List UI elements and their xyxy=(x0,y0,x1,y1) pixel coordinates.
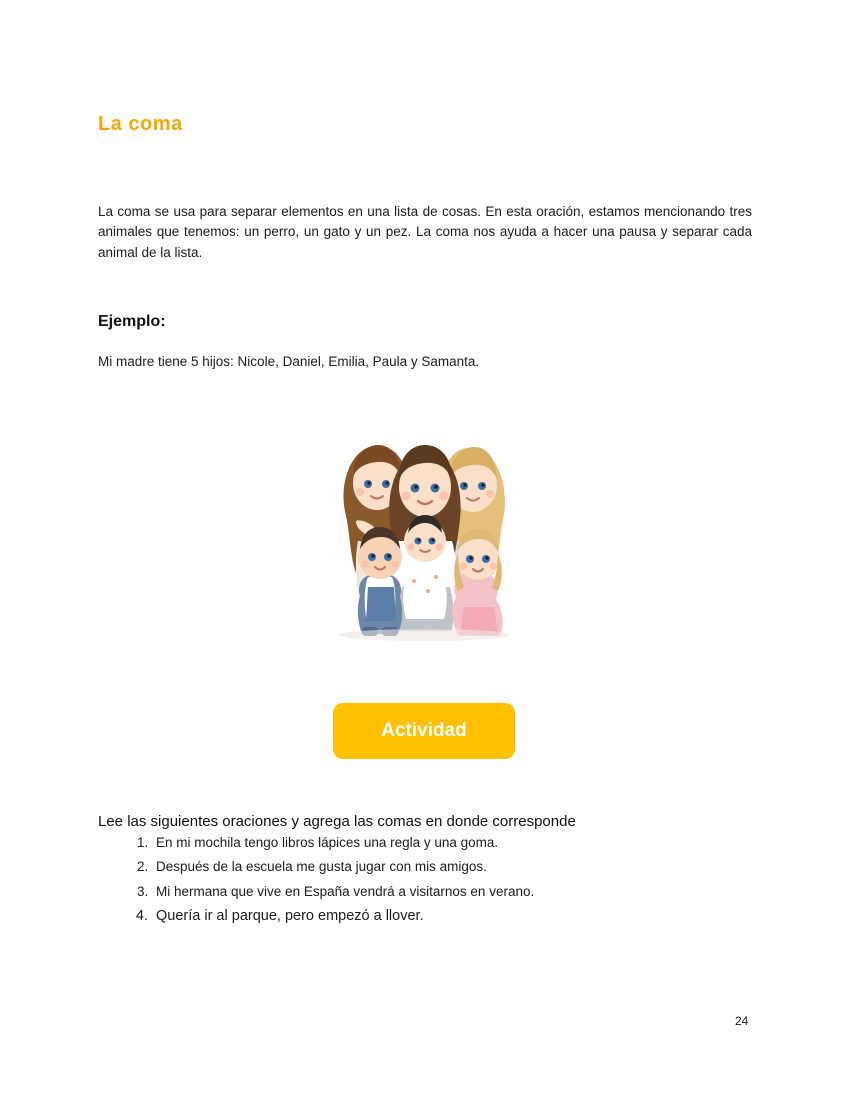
list-item: 2. Después de la escuela me gusta jugar con mis amigos. xyxy=(152,856,792,877)
list-item: 3. Mi hermana que vive en España vendrá a visitarnos en verano. xyxy=(152,881,792,902)
example-sentence: Mi madre tiene 5 hijos: Nicole, Daniel, Emilia, Paula y Samanta. xyxy=(98,353,480,369)
intro-paragraph: La coma se usa para separar elementos en una lista de cosas. En esta oración, estamos mencionando tres animales que tenemos: un perro, un gato y un pez. La coma nos ayuda a hacer una pausa y separar cada animal de la lista. xyxy=(98,203,752,261)
family-illustration-icon xyxy=(298,391,551,644)
page-number: 24 xyxy=(735,1014,749,1028)
page-title: La coma xyxy=(98,113,183,136)
activity-instruction: Lee las siguientes oraciones y agrega las comas en donde corresponde xyxy=(98,813,576,830)
list-item: 4. Quería ir al parque, pero empezó a llover. xyxy=(152,905,792,928)
list-item: 1. En mi mochila tengo libros lápices una regla y una goma. xyxy=(152,832,792,853)
family-illustration xyxy=(298,391,551,644)
actividad-button[interactable]: Actividad xyxy=(333,703,515,759)
example-heading: Ejemplo: xyxy=(98,313,166,331)
activity-task-list xyxy=(118,832,792,931)
